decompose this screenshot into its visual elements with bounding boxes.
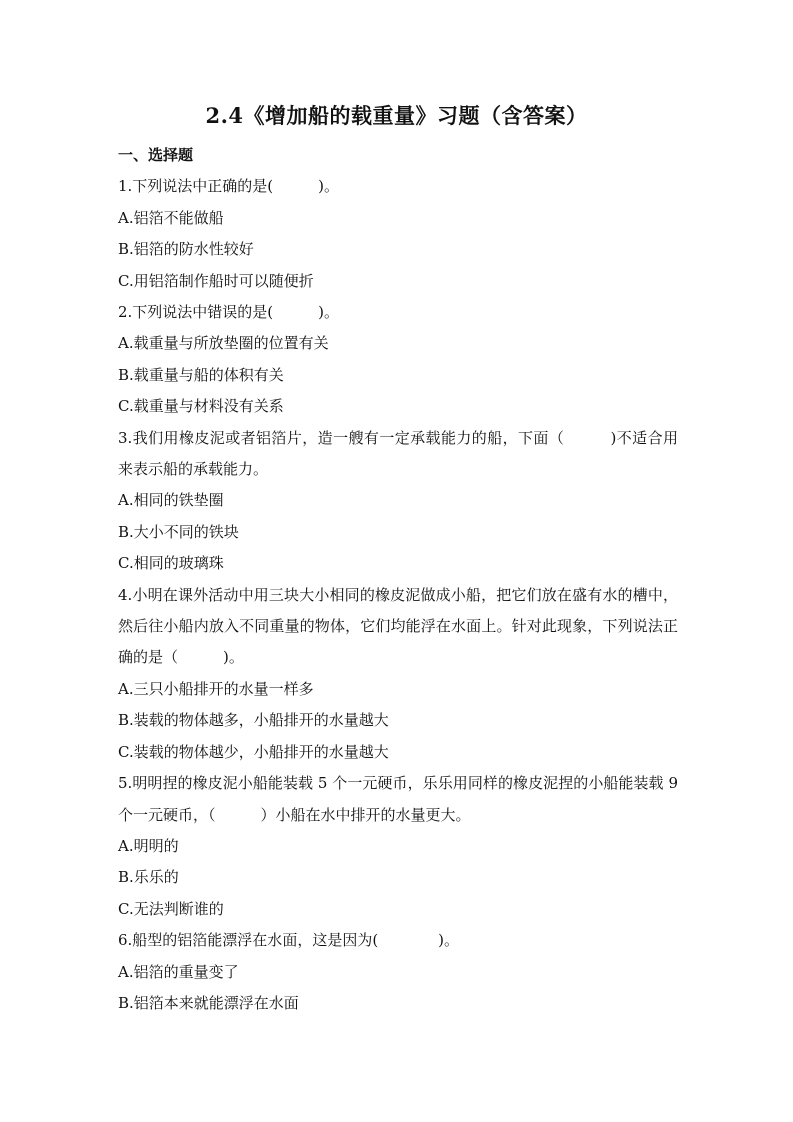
section-heading: 一、选择题 [118, 146, 194, 164]
answer-option: C.相同的玻璃珠 [118, 554, 224, 573]
exercise-content [118, 140, 678, 1019]
question-block-5 [118, 768, 678, 925]
question-stem: 5.明明捏的橡皮泥小船能装载 5 个一元硬币，乐乐用同样的橡皮泥捏的小船能装载 9 个一元硬币，（ ）小船在水中排开的水量更大。 [118, 774, 678, 824]
answer-option: A.明明的 [118, 836, 179, 855]
question-stem: 6.船型的铝箔能漂浮在水面，这是因为( )。 [118, 931, 460, 950]
answer-option: C.载重量与材料没有关系 [118, 397, 284, 416]
answer-option: A.三只小船排开的水量一样多 [118, 679, 314, 698]
answer-option: A.载重量与所放垫圈的位置有关 [118, 334, 329, 353]
answer-option: C.用铝箔制作船时可以随便折 [118, 271, 314, 290]
question-block-2 [118, 297, 678, 423]
question-stem: 4.小明在课外活动中用三块大小相同的橡皮泥做成小船，把它们放在盛有水的槽中，然后往小船内放入不同重量的物体，它们均能浮在水面上。针对此现象，下列说法正确的是（ )。 [118, 585, 678, 667]
answer-option: A.铝箔的重量变了 [118, 962, 239, 981]
question-stem: 3.我们用橡皮泥或者铝箔片，造一艘有一定承载能力的船，下面（ )不适合用来表示船的承载能力。 [118, 428, 678, 479]
question-block-3 [118, 423, 678, 580]
answer-option: A.相同的铁垫圈 [118, 491, 224, 510]
answer-option: C.无法判断谁的 [118, 899, 224, 918]
document-title: 2.4《增加船的载重量》习题（含答案） [205, 103, 588, 128]
answer-option: B.铝箔的防水性较好 [118, 240, 254, 259]
question-block-1 [118, 171, 678, 297]
question-stem: 2.下列说法中错误的是( )。 [118, 303, 340, 322]
answer-option: C.装载的物体越少，小船排开的水量越大 [118, 742, 389, 761]
answer-option: B.乐乐的 [118, 868, 179, 887]
answer-option: B.大小不同的铁块 [118, 522, 239, 541]
question-block-6 [118, 925, 678, 1019]
answer-option: A.铝箔不能做船 [118, 208, 224, 227]
question-block-4 [118, 580, 678, 768]
answer-option: B.铝箔本来就能漂浮在水面 [118, 993, 299, 1012]
answer-option: B.载重量与船的体积有关 [118, 365, 284, 384]
question-stem: 1.下列说法中正确的是( )。 [118, 177, 340, 196]
answer-option: B.装载的物体越多，小船排开的水量越大 [118, 711, 389, 730]
